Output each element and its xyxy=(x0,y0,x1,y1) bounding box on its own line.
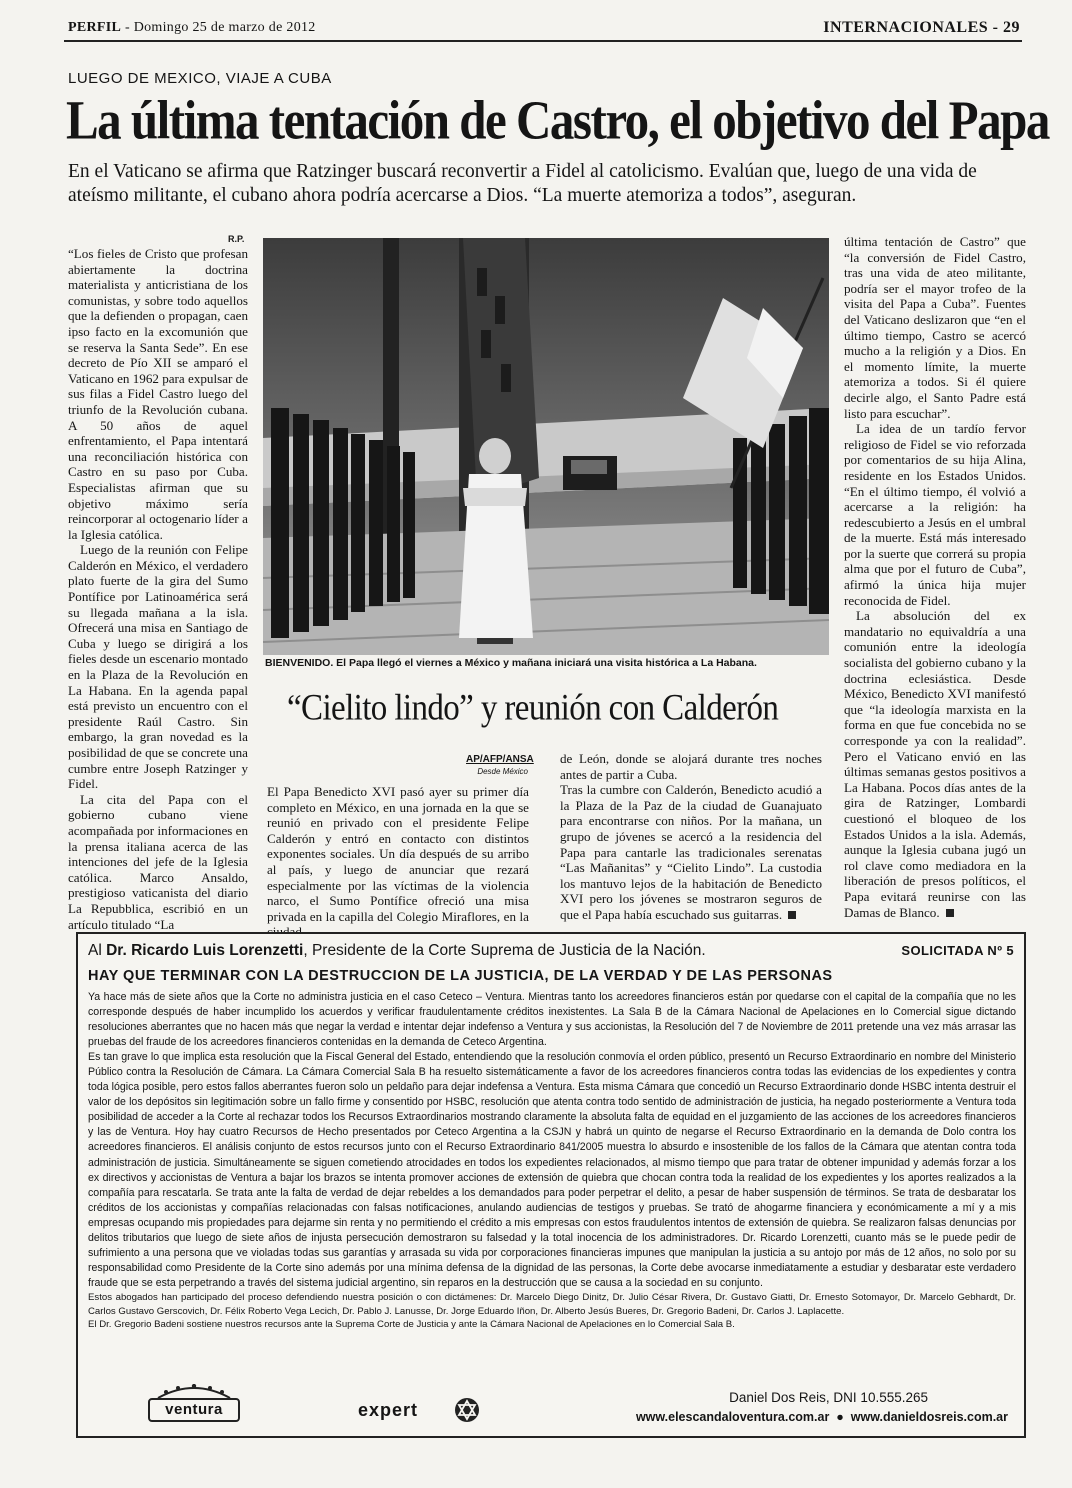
article-paragraph-text: La absolución del ex mandatario no equivaldría a una comunión entre la ideología socialista del gobierno cubano y la doctrina eclesiástica. Desde México, Benedicto XVI manifestó que “la ideología marxista en la forma en que fue concebida no se corresponde ya con la realidad”. Pero el Vaticano envió en las últimas semanas gestos positivos a La Habana. Pocos días antes de la gira de Ratzinger, Lombardi cuestionó el bloqueo de los Estados Unidos a la isla. Además, aunque la Iglesia cubana jugó un rol clave como mediadora en la liberación de presos políticos, el Papa evitará reunirse con las Damas de Blanco. xyxy=(844,608,1026,920)
article-paragraph: “Los fieles de Cristo que profesan abiertamente la doctrina materialista y anticristiana de los comunistas, y sobre todo aquellos que la defienden o propagan, caen ipso facto en la excomunión que se reserva la Santa Sede”. En ese decreto de Pío XII se amparó el Vaticano en 1962 para expulsar de sus filas a Fidel Castro luego del triunfo de la Revolución cubana. A 50 años de aquel enfrentamiento, el Papa intentará una reconciliación histórica con Castro en su paso por Cuba. Especialistas afirman que su objetivo máximo sería reincorporar al octogenario líder a la Iglesia católica. xyxy=(68,246,248,542)
article-kicker: LUEGO DE MEXICO, VIAJE A CUBA xyxy=(68,70,332,87)
photo-illustration xyxy=(263,238,829,655)
sidebar-column-2 xyxy=(560,751,822,923)
expert-emblem-icon xyxy=(454,1397,480,1423)
ad-title: HAY QUE TERMINAR CON LA DESTRUCCION DE LA JUSTICIA, DE LA VERDAD Y DE LAS PERSONAS xyxy=(88,968,833,984)
section-name-page-number: INTERNACIONALES - 29 xyxy=(823,19,1020,36)
photo-caption: BIENVENIDO. El Papa llegó el viernes a México y mañana iniciará una visita histórica a La Habana. xyxy=(265,657,757,669)
article-paragraph: El Papa Benedicto XVI pasó ayer su primer día completo en México, en una jornada en la que se reunió en privado con el presidente Felipe Calderón y entró en contacto con distintos exponentes sociales. Un día después de su arribo al país, y luego de anunciar que rezará especialmente por las víctimas de la violencia narco, el Sumo Pontífice ofreció una misa privada en la capilla del Colegio Miraflores, en la xyxy=(267,784,529,924)
article-paragraph-text: Tras la cumbre con Calderón, Benedicto acudió a la Plaza de la Paz de la ciudad de Guanajuato para encontrarse con niños. Por la mañana, un grupo de jóvenes se acercó a la residencia del Papa para cantarle las tradicionales serenatas “Las Mañanitas” y “Cielito Lindo”. La custodia los mantuvo lejos de la habitación de Benedicto XVI pero los jóvenes se mostraron seguros de que el Papa había escuchado sus guitarras. xyxy=(560,782,822,922)
solicitada-advertisement xyxy=(76,932,1026,1438)
article-paragraph: La idea de un tardío fervor religioso de Fidel se vio reforzada por comentarios de su hija Alina, residente en los Estados Unidos. “En el último tiempo, él volvió a acercarse a la religión: ha redescubierto a Jesús en el umbral de la muerte. Está más interesado por la suerte que correrá su propia alma que por el futuro de Cuba”, afirmó la única hija mujer reconocida de Fidel. xyxy=(844,421,1026,608)
ad-paragraph: Ya hace más de siete años que la Corte no administra justicia en el caso Ceteco – Ventura. Mientras tanto los acreedores financieros están por quedarse con el capital de la compañía que no les corresponde después de haber incumplido los acuerdos y verificar fraudulentamente créditos inexistentes. La Sala B de la Cámara Nacional de Apelaciones en lo Comercial sigue dictando resoluciones aberrantes que no hacen más que negar la verdad e intentar dejar indefenso a Ventura y sus accionistas, la Resolución del 7 de Noviembre de 2011 pretende una vez más arrasar las pruebas del fraude de los acreedores financieros contenidas en la demanda de Ceteco Argentina. xyxy=(88,991,1016,1049)
ad-url-link[interactable]: www.danieldosreis.com.ar xyxy=(850,1410,1008,1424)
article-paragraph: Luego de la reunión con Felipe Calderón en México, el verdadero plato fuerte de la gira del Sumo Pontífice por Latinoamérica será su llegada mañana a la isla. Ofrecerá una misa en Santiago de Cuba y luego se dirigirá a los fieles desde un escenario montado en la Plaza de la Revolución en La Habana. En la agenda papal está previsto un encuentro con el presidente Raúl Castro. Sin embargo, la gran novedad es la posibilidad de que se concrete una cumbre entre Joseph Ratzinger y Fidel. xyxy=(68,542,248,792)
article-headline: La última tentación de Castro, el objetivo del Papa xyxy=(66,89,1049,151)
article-paragraph: de León, donde se alojará durante tres noches antes de partir a Cuba. xyxy=(560,751,822,782)
article-byline: R.P. xyxy=(228,234,245,244)
ad-addressee-line xyxy=(88,942,1014,960)
article-column-1 xyxy=(68,246,248,932)
dateline: Desde México xyxy=(477,767,528,776)
ad-addressee-prefix: Al xyxy=(88,942,107,959)
ad-signer: Daniel Dos Reis, DNI 10.555.265 xyxy=(729,1390,928,1405)
article-paragraph xyxy=(844,608,1026,920)
ad-url-link[interactable]: www.elescandaloventura.com.ar xyxy=(635,1410,830,1424)
article-paragraph: La cita del Papa con el gobierno cubano viene acompañada por informaciones en la prensa italiana acerca de las intenciones del jefe de la Iglesia católica. Marco Ansaldo, prestigioso vaticanista del diario La Repubblica, escribió en un artículo titulado “La xyxy=(68,791,248,932)
newspaper-brand: PERFIL xyxy=(68,20,122,35)
news-photo-pope-arrival xyxy=(263,238,829,655)
ad-body xyxy=(88,990,1016,1332)
end-of-article-mark xyxy=(946,909,954,917)
news-agency-credit: AP/AFP/ANSA xyxy=(466,754,534,765)
ad-lawyers-list: Estos abogados han participado del proceso defendiendo nuestra posición o con dictámenes: Dr. Marcelo Diego Dinitz, Dr. Julio César Rivera, Dr. Gustavo Giatti, Dr. Ernesto Sotomayor, Dr. Marcelo Gebhardt, Dr. Carlos Gustavo Gerscovich, Dr. Félix Roberto Vega Lecich, Dr. Pablo J. Lanusse, Dr. Jorge Eduardo Iñon, Dr. Alberto Jesús Bueres, Dr. Gregorio Badeni, Dr. Carlos J. Laplacette. xyxy=(88,1291,1016,1317)
expert-logo-text: expert xyxy=(358,1400,419,1420)
header-rule xyxy=(64,40,1022,42)
article-paragraph xyxy=(560,782,822,922)
ventura-logo-text: ventura xyxy=(148,1398,240,1422)
end-of-article-mark xyxy=(788,911,796,919)
ad-addressee-name: Dr. Ricardo Luis Lorenzetti xyxy=(106,942,304,959)
ad-urls: www.elescandaloventura.com.ar ● www.danieldosreis.com.ar xyxy=(635,1410,1008,1424)
article-paragraph: última tentación de Castro” que “la conversión de Fidel Castro, tras una vida de ateo militante, podría ser el mayor trofeo de la visita del Papa a Cuba”. Fuentes del Vaticano deslizaron que “en el último tiempo, Castro se acercó mucho a la religión y a Dios. En el momento límite, la muerte atemoriza a todos. Si él quiere decirle algo, el Santo Padre está listo para escuchar”. xyxy=(844,234,1026,421)
ad-paragraph: Es tan grave lo que implica esta resolución que la Fiscal General del Estado, entendiendo que la resolución conmovía el orden público, presentó un Recurso Extraordinario en nombre del Ministerio Público contra la Resolución de Cámara. La Cámara Comercial Sala B ha resuelto sistemáticamente a favor de los acreedores financieros contra todas las evidencias de los expedientes y contra toda lógica posible, pero estos fallos aberrantes fueron solo un peldaño para dejar indefensa a Ventura. Esta misma Cámara que concedió un Recurso Extraordinario donde HSBC intenta destruir el valor de los depósitos sin legitimación sobre un fallo firme y consentido por HSBC, resolución que atenta contra todo sentido de administración de justicia, ha negado posteriormente a Ventura toda posibilidad de acceder a la Corte al rechazar todos los Recursos Extraordinarios mostrando claramente la absoluta falta de equidad en el juzgamiento de las acciones de los acreedores financieros y las de Ventura. Hoy hay cuatro Recursos de Hecho presentados por Ceteco Argentina a la CSJN y habrá un quinto de negarse el Recurso Extraordinario en la demanda de Dolo contra los acreedores financieros. El análisis conjunto de estos recursos junto con el Recurso Extraordinario 841/2005 muestra lo absurdo e insostenible de los fallos de la Cámara que atentan contra toda administración de justicia. Simultáneamente se siguen cometiendo atrocidades en todos los expedientes relacionados, al mismo tiempo que para tratar de obtener impunidad y además forzar a los ex directivos y accionistas de Ventura a bajar los brazos se intenta promover acciones de extensión de quiebra que chocan contra toda la realidad de los expedientes y los aportes realizados a la compañía para rescatarla. Se trata ante la falta de verdad de dejar rebeldes a los demandados para poder perpetrar el delito, a pesar de haber suspensión de términos. Se trata de desbaratar los créditos de los accionistas y compañías relacionadas con falsas notificaciones, anulando audiencias de testigos y pruebas. Se trató de ahogarme financiera y económicamente a mí y a mis empresas ocupando mis propiedades para dejarme sin renta y no permitiendo el crédito a mis empresas con estos fraudulentos intentos de extensión de quiebra. Se realizaron falsas denuncias por delitos tributarios que luego de siete años de injusta persecución demostraron su falsedad y la total inocencia de los administradores. Dr. Ricardo Lorenzetti, cuanto más se le puede pedir de sufrimiento a una persona que ve violadas todas sus garantías y arrasada su vida por corporaciones financieras impunes que manipulan la justicia a su antojo por más de 12 años, no solo por su responsabilidad como Presidente de la Corte sino además por una mínima defensa de la dignidad de las personas, la Corte debe avocarse inmediatamente a estudiar y desbaratar este verdadero fraude que se esta perpetrando a través del sistema judicial argentino, sin reparos en la destrucción que se causa a la sociedad en su conjunto. xyxy=(88,1051,1016,1289)
article-deck: En el Vaticano se afirma que Ratzinger buscará reconvertir a Fidel al catolicismo. Evalúan que, luego de una vida de ateísmo militante, el cubano ahora podría acercarse a Dios. “La muerte atemoriza a todos”, aseguran. xyxy=(68,161,977,206)
sidebar-column-1 xyxy=(267,784,529,940)
page-header-left xyxy=(68,20,316,36)
crown-icon xyxy=(156,1384,232,1398)
ad-addressee-title: , Presidente de la Corte Suprema de Justicia de la Nación. xyxy=(303,942,706,959)
page-date: - Domingo 25 de marzo de 2012 xyxy=(121,20,316,35)
article-column-4 xyxy=(844,234,1026,920)
ad-solicitada-number: SOLICITADA Nº 5 xyxy=(901,943,1014,958)
ventura-logo xyxy=(148,1384,240,1420)
ad-closing-note: El Dr. Gregorio Badeni sostiene nuestros recursos ante la Suprema Corte de Justicia y ante la Cámara Nacional de Apelaciones en lo Comercial Sala B. xyxy=(88,1319,735,1331)
sidebar-headline: “Cielito lindo” y reunión con Calderón xyxy=(287,688,779,729)
